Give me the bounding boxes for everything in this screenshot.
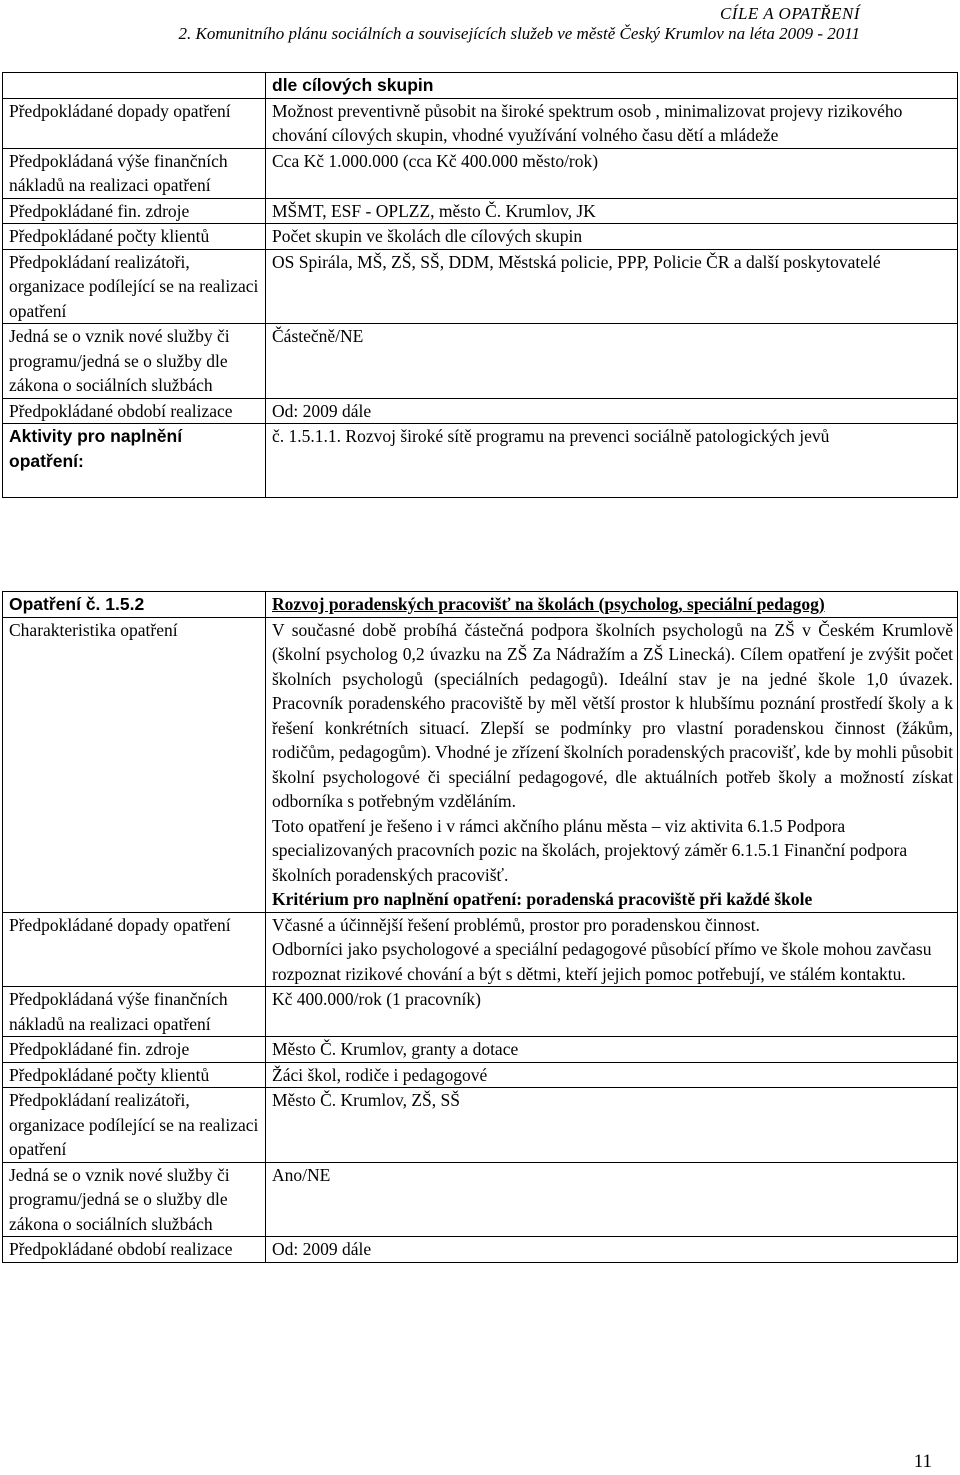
table-row	[3, 224, 958, 250]
table-row	[3, 98, 958, 148]
activities-value: č. 1.5.1.1. Rozvoj široké sítě programu na prevenci sociálně patologických jevů	[266, 424, 958, 498]
table-row	[3, 1037, 958, 1063]
table-row	[3, 1088, 958, 1163]
measure-title: Rozvoj poradenských pracovišť na školách (psycholog, speciální pedagog)	[266, 592, 958, 618]
cost-label: Předpokládaná výše finančních nákladů na realizaci opatření	[3, 987, 266, 1037]
header-title: CÍLE A OPATŘENÍ	[719, 4, 860, 23]
characteristic-label: Charakteristika opatření	[3, 617, 266, 912]
funding-label: Předpokládané fin. zdroje	[3, 198, 266, 224]
implementers-value: Město Č. Krumlov, ZŠ, SŠ	[266, 1088, 958, 1163]
table-row	[3, 1237, 958, 1263]
page-number: 11	[913, 1451, 932, 1472]
measure-table-continued	[2, 72, 958, 498]
measure-number: Opatření č. 1.5.2	[3, 592, 266, 618]
table-row	[3, 617, 958, 912]
period-value: Od: 2009 dále	[266, 398, 958, 424]
activities-label: Aktivity pro naplnění opatření:	[3, 424, 266, 498]
cost-value: Cca Kč 1.000.000 (cca Kč 400.000 město/rok)	[266, 148, 958, 198]
table-row	[3, 324, 958, 399]
new-service-label: Jedná se o vznik nové služby či programu/jedná se o služby dle zákona o sociálních službách	[3, 324, 266, 399]
clients-value: Počet skupin ve školách dle cílových skupin	[266, 224, 958, 250]
new-service-label: Jedná se o vznik nové služby či programu/jedná se o služby dle zákona o sociálních službách	[3, 1162, 266, 1237]
impact-paragraph: Odborníci jako psychologové a speciální pedagogové působící přímo ve škole mohou zavčasu rozpoznat rizikové chování a být s dětmi, kteří jejich pomoc potřebují, ve stálém kontaktu.	[272, 939, 932, 984]
table-row	[3, 1062, 958, 1088]
table-row	[3, 73, 958, 99]
period-label: Předpokládané období realizace	[3, 398, 266, 424]
impact-label: Předpokládané dopady opatření	[3, 912, 266, 987]
characteristic-paragraph: V současné době probíhá částečná podpora školních psychologů na ZŠ v Českém Krumlově (školní psycholog 0,2 úvazku na ZŠ Za Nádražím a ZŠ Linecká). Cílem opatření je zvýšit počet školních psychologů (speciálních pedagogů). Ideální stav je na jedné škole 1,0 úvazek. Pracovník poradenského pracoviště by měl větší prostor k hlubšímu poznání prostředí školy a k řešení konkrétních situací. Zlepší se podmínky pro vlastní poradenskou činnost (žákům, rodičům, pedagogům). Vhodné je zřízení školních poradenských pracovišť, kde by mohli působit školní psychologové či speciální pedagogové, dle aktuálních potřeb školy a možností získat odborníka s potřebným vzděláním.	[272, 619, 953, 811]
period-value: Od: 2009 dále	[266, 1237, 958, 1263]
implementers-label: Předpokládaní realizátoři, organizace podílející se na realizaci opatření	[3, 1088, 266, 1163]
table-row	[3, 912, 958, 987]
impact-value: Možnost preventivně působit na široké spektrum osob , minimalizovat projevy rizikového chování cílových skupin, vhodné využívání volného času dětí a mládeže	[266, 98, 958, 148]
table-row	[3, 249, 958, 324]
measure-table	[2, 591, 958, 1263]
table-row	[3, 424, 958, 498]
table-row	[3, 987, 958, 1037]
table-row	[3, 198, 958, 224]
new-service-value: Ano/NE	[266, 1162, 958, 1237]
implementers-label: Předpokládaní realizátoři, organizace podílející se na realizaci opatření	[3, 249, 266, 324]
cost-value: Kč 400.000/rok (1 pracovník)	[266, 987, 958, 1037]
table-row	[3, 592, 958, 618]
new-service-value: Částečně/NE	[266, 324, 958, 399]
implementers-value: OS Spirála, MŠ, ZŠ, SŠ, DDM, Městská policie, PPP, Policie ČR a další poskytovatelé	[266, 249, 958, 324]
clients-value: Žáci škol, rodiče i pedagogové	[266, 1062, 958, 1088]
continued-heading: dle cílových skupin	[266, 73, 958, 99]
table-row	[3, 398, 958, 424]
funding-value: MŠMT, ESF - OPLZZ, město Č. Krumlov, JK	[266, 198, 958, 224]
cost-label: Předpokládaná výše finančních nákladů na realizaci opatření	[3, 148, 266, 198]
clients-label: Předpokládané počty klientů	[3, 224, 266, 250]
funding-label: Předpokládané fin. zdroje	[3, 1037, 266, 1063]
clients-label: Předpokládané počty klientů	[3, 1062, 266, 1088]
table-row	[3, 1162, 958, 1237]
characteristic-paragraph: Toto opatření je řešeno i v rámci akčního plánu města – viz aktivita 6.1.5 Podpora specializovaných pracovních pozic na školách, projektový záměr 6.1.5.1 Finanční podpora školních poradenských pracovišť.	[272, 815, 908, 885]
impact-label: Předpokládané dopady opatření	[3, 98, 266, 148]
period-label: Předpokládané období realizace	[3, 1237, 266, 1263]
table-row	[3, 148, 958, 198]
funding-value: Město Č. Krumlov, granty a dotace	[266, 1037, 958, 1063]
header-subtitle: 2. Komunitního plánu sociálních a souvisejících služeb ve městě Český Krumlov na léta 2009 - 2011	[178, 24, 860, 43]
criterion: Kritérium pro naplnění opatření: poradenská pracoviště při každé škole	[272, 889, 813, 909]
impact-paragraph: Včasné a účinnější řešení problémů, prostor pro poradenskou činnost.	[272, 914, 760, 935]
